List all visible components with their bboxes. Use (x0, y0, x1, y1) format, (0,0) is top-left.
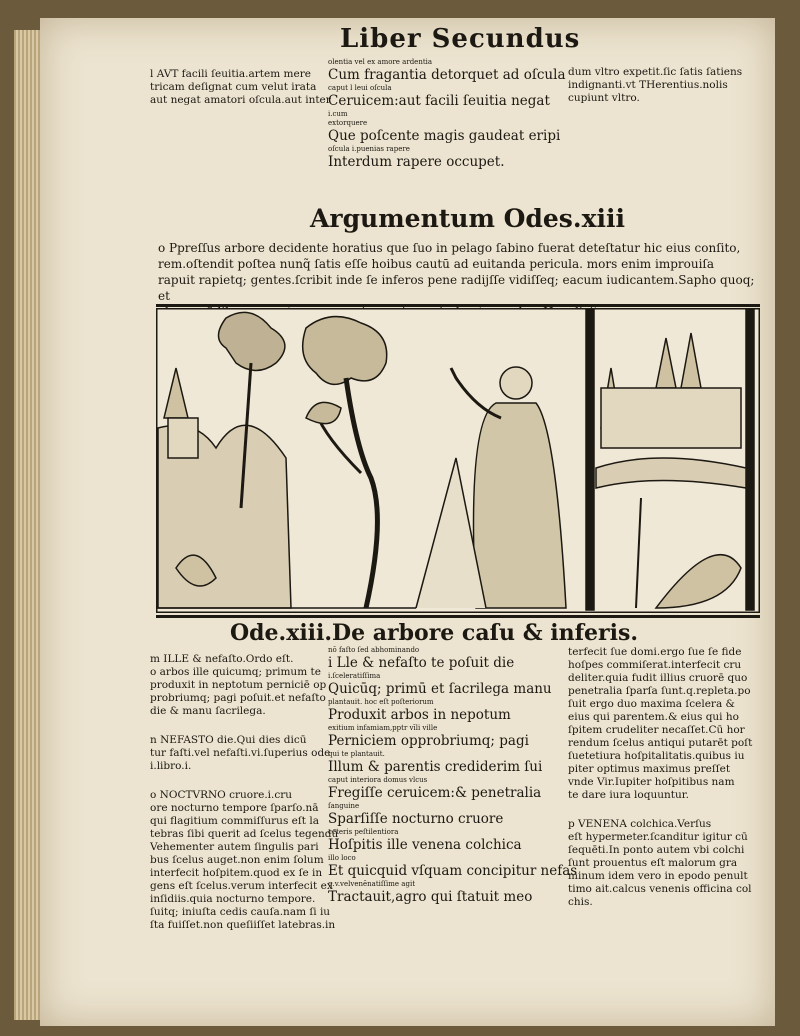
commentary-line: penetralia ſparſa ſunt.q.repleta.po (568, 685, 751, 697)
commentary-line: vnde Vir.Iupiter hoſpitibus nam (568, 776, 735, 788)
commentary-line: die & manu ſacrilega. (150, 705, 266, 717)
commentary-line: terfecit ſue domi.ergo ſue ſe fide (568, 646, 742, 658)
verse-line: Fregiſſe ceruicem:& penetralia (328, 785, 542, 801)
gloss-line: i.cum (328, 110, 348, 118)
ode-left-commentary (150, 653, 340, 932)
gloss-line: ceteris peſtilentiora (328, 828, 399, 836)
commentary-paragraph (150, 653, 340, 718)
verse-line: Hoſpitis ille venena colchica (328, 837, 522, 853)
commentary-line: bus ſcelus auget.non enim ſolum (150, 854, 324, 866)
ode-verses (328, 646, 588, 906)
commentary-line: o NOCTVRNO cruore.i.cru (150, 789, 293, 801)
commentary-line: tur faſti.vel nefaſti.vi.ſuperius ode (150, 747, 331, 759)
commentary-line: ore nocturno tempore ſparſo.nā (150, 802, 319, 814)
top-right-commentary (568, 66, 768, 105)
commentary-line: p VENENA colchica.Verſus (568, 818, 712, 830)
commentary-line: timo ait.calcus venenis officina col (568, 883, 752, 895)
top-verses (328, 58, 578, 171)
commentary-line: qui flagitium commiſſurus eſt la (150, 815, 319, 827)
commentary-line: cupiunt vltro. (568, 92, 640, 104)
gloss-line: nō faſto ſed abhominando (328, 646, 420, 654)
gloss-line: ſanguine (328, 802, 360, 810)
verse-line: i Lle & nefaſto te poſuit die (328, 655, 515, 671)
gloss-line: caput interiora domus vlcus (328, 776, 428, 784)
commentary-paragraph (150, 734, 340, 773)
commentary-line: probriumq; pagi poſuit.et nefaſto (150, 692, 326, 704)
page-title: Liber Secundus (340, 24, 581, 54)
commentary-line: chis. (568, 896, 593, 908)
ode-right-commentary (568, 646, 768, 909)
commentary-line: inſidiis.quia nocturno tempore. (150, 893, 316, 905)
commentary-line: ſuitq; iniuſta cedis cauſa.nam ſi iu (150, 906, 331, 918)
argument-line: o Ppreſſus arbore decidente horatius que ſuo in pelago ſabino fuerat deteſtatur hic eius conſito, (158, 241, 741, 255)
commentary-line: indignanti.vt THerentius.nolis (568, 79, 728, 91)
verse-line: Illum & parentis crediderim ſui (328, 759, 543, 775)
commentary-line: ſuetetiura hoſpitalitatis.quibus iu (568, 750, 745, 762)
commentary-line: ſpitem crudeliter necaſſet.Cū hor (568, 724, 745, 736)
ode-title: Ode.xiii.De arbore caſu & inferis. (230, 620, 639, 646)
verse-line: Produxit arbos in nepotum (328, 707, 511, 723)
verse-line: Quicūq; primū et ſacrilega manu (328, 681, 552, 697)
commentary-line: ſunt prouentus eſt malorum gra (568, 857, 738, 869)
verse-line: Que poſcente magis gaudeat eripi (328, 128, 561, 144)
commentary-line: ſequēti.In ponto autem vbi colchi (568, 844, 745, 856)
argument-line: rapuit rapietq; gentes.ſcribit inde ſe inferos pene radijſſe vidiſſeq; eacum iudicantem.Sapho quoq; et (158, 273, 755, 303)
woodcut-illustration (156, 308, 760, 613)
rule-top (156, 304, 760, 307)
commentary-line: hoſpes commiſerat.interfecit cru (568, 659, 742, 671)
commentary-line: produxit in neptotum perniciē op (150, 679, 327, 691)
gloss-line: oſcula i.puenias rapere (328, 145, 410, 153)
gloss-line: extorquere (328, 119, 368, 127)
commentary-line: tebras ſibi querit ad ſcelus tegendū (150, 828, 339, 840)
commentary-line: Vehementer autem ſingulis pari (150, 841, 319, 853)
rule-bottom (156, 615, 760, 618)
commentary-line: o arbos ille quicumq; primum te (150, 666, 321, 678)
gloss-line: i.ſceleratiſſima (328, 672, 381, 680)
commentary-line: piter optimus maximus preſſet (568, 763, 731, 775)
verse-line: Sparſiſſe nocturno cruore (328, 811, 504, 827)
commentary-paragraph (150, 789, 340, 932)
commentary-line: n NEFASTO die.Qui dies dicū (150, 734, 307, 746)
commentary-line: te dare iura loquuntur. (568, 789, 689, 801)
gloss-line: caput l leui oſcula (328, 84, 392, 92)
argument-title: Argumentum Odes.xiii (310, 204, 625, 233)
verse-line: Perniciem opprobriumq; pagi (328, 733, 529, 749)
verse-line: Cum fragantia detorquet ad oſcula (328, 67, 566, 83)
commentary-line: eius qui parentem.& eius qui ho (568, 711, 739, 723)
gloss-line: exitium infamiam,pptr vīli ville (328, 724, 438, 732)
gloss-line: q.v.velvenēnatiſſime agit (328, 880, 416, 888)
commentary-paragraph (568, 818, 768, 909)
commentary-line: l AVT facili ſeuitia.artem mere (150, 68, 311, 80)
commentary-line: minum idem vero in epodo penult (568, 870, 748, 882)
commentary-paragraph (568, 646, 768, 802)
gloss-line: illo loco (328, 854, 356, 862)
commentary-line: gens eſt ſcelus.verum interfecit ex (150, 880, 333, 892)
verse-line: Interdum rapere occupet. (328, 154, 505, 170)
argument-line: rem.oſtendit poſtea nunq̃ ſatis eſſe hoibus cautū ad euitanda pericula. mors enim improuiſa (158, 257, 714, 271)
verse-line: Tractauit,agro qui ſtatuit meo (328, 889, 533, 905)
gloss-line: olentia vel ex amore ardentia (328, 58, 433, 66)
commentary-line: ſuit ergo duo maxima ſcelera & (568, 698, 735, 710)
commentary-line: i.libro.i. (150, 760, 192, 772)
commentary-line: interfecit hoſpitem.quod ex ſe in (150, 867, 323, 879)
commentary-line: ſta fuiſſet.non queſiiſſet latebras.in (150, 919, 336, 931)
commentary-line: dum vltro expetit.ſic ſatis ſatiens (568, 66, 743, 78)
commentary-line: aut negat amatori oſcula.aut inter (150, 94, 331, 106)
book-page (40, 18, 775, 1026)
commentary-line: eſt hypermeter.ſcanditur igitur cū (568, 831, 748, 843)
verse-line: Ceruicem:aut facili ſeuitia negat (328, 93, 550, 109)
commentary-line: rendum ſcelus antiqui putarēt poſt (568, 737, 753, 749)
commentary-line: m ILLE & nefaſto.Ordo eſt. (150, 653, 294, 665)
gloss-line: qui te plantauit. (328, 750, 385, 758)
top-left-commentary (150, 68, 340, 107)
verse-line: Et quicquid vſquam concipitur nefas (328, 863, 578, 879)
gloss-line: plantauit. hoc eſt poſteriorum (328, 698, 434, 706)
commentary-line: deliter.quia fudit illius cruorē quo (568, 672, 748, 684)
commentary-line: tricam deſignat cum velut irata (150, 81, 317, 93)
